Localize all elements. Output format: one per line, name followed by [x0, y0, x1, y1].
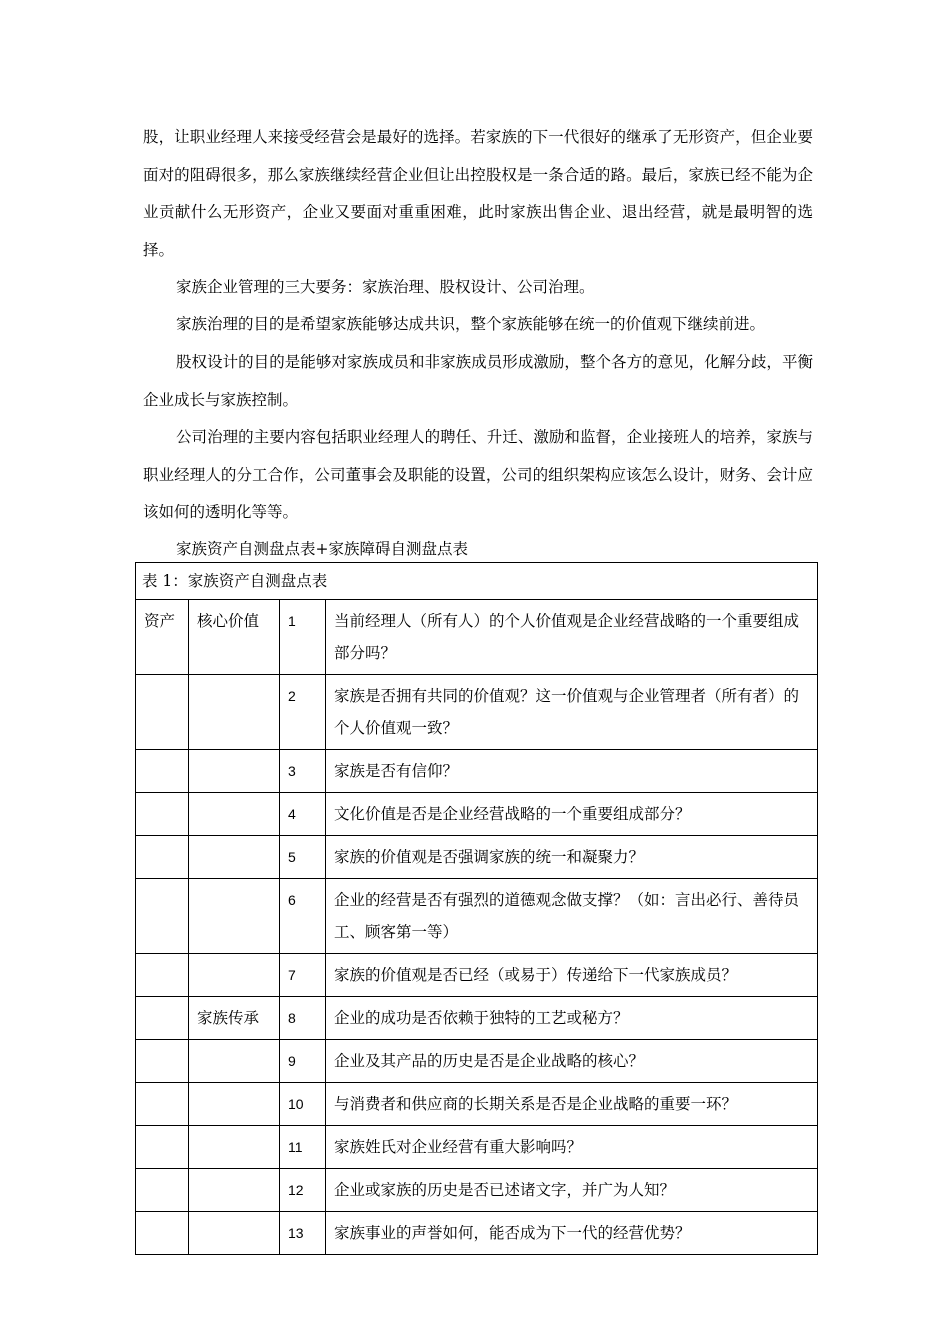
- subcategory-cell: [189, 879, 280, 954]
- question-cell: 当前经理人（所有人）的个人价值观是企业经营战略的一个重要组成部分吗？: [326, 600, 818, 675]
- table-row: [136, 600, 818, 675]
- question-number-cell: 4: [280, 793, 326, 836]
- question-cell: 家族是否有信仰？: [326, 750, 818, 793]
- question-number-cell: 1: [280, 600, 326, 675]
- subcategory-cell: 家族传承: [189, 997, 280, 1040]
- question-number-cell: 9: [280, 1040, 326, 1083]
- paragraph-three-priorities: 家族企业管理的三大要务：家族治理、股权设计、公司治理。: [176, 278, 595, 296]
- subcategory-cell: [189, 954, 280, 997]
- category-cell: [136, 1212, 189, 1255]
- question-cell: 家族姓氏对企业经营有重大影响吗？: [326, 1126, 818, 1169]
- subcategory-cell: [189, 1040, 280, 1083]
- paragraph-equity-design: 股权设计的目的是能够对家族成员和非家族成员形成激励，整个各方的意见，化解分歧，平衡企业成长与家族控制。: [143, 353, 813, 409]
- question-number-cell: 8: [280, 997, 326, 1040]
- category-cell: [136, 1083, 189, 1126]
- table-row: [136, 675, 818, 750]
- question-number-cell: 13: [280, 1212, 326, 1255]
- category-cell: 资产: [136, 600, 189, 675]
- question-cell: 家族的价值观是否强调家族的统一和凝聚力？: [326, 836, 818, 879]
- subcategory-cell: 核心价值: [189, 600, 280, 675]
- question-cell: 家族的价值观是否已经（或易于）传递给下一代家族成员？: [326, 954, 818, 997]
- subcategory-cell: [189, 1212, 280, 1255]
- table-heading: 家族资产自测盘点表+家族障碍自测盘点表: [176, 540, 468, 558]
- subcategory-cell: [189, 836, 280, 879]
- family-asset-table: [135, 562, 818, 1255]
- subcategory-cell: [189, 1169, 280, 1212]
- table-row: [136, 836, 818, 879]
- question-number-cell: 3: [280, 750, 326, 793]
- question-number-cell: 10: [280, 1083, 326, 1126]
- question-cell: 企业及其产品的历史是否是企业战略的核心？: [326, 1040, 818, 1083]
- category-cell: [136, 793, 189, 836]
- subcategory-cell: [189, 1126, 280, 1169]
- category-cell: [136, 675, 189, 750]
- category-cell: [136, 1169, 189, 1212]
- table-row: [136, 1212, 818, 1255]
- table-row: [136, 1169, 818, 1212]
- category-cell: [136, 1040, 189, 1083]
- category-cell: [136, 997, 189, 1040]
- question-number-cell: 12: [280, 1169, 326, 1212]
- question-number-cell: 11: [280, 1126, 326, 1169]
- category-cell: [136, 1126, 189, 1169]
- question-cell: 与消费者和供应商的长期关系是否是企业战略的重要一环？: [326, 1083, 818, 1126]
- question-cell: 企业的经营是否有强烈的道德观念做支撑？（如：言出必行、善待员工、顾客第一等）: [326, 879, 818, 954]
- subcategory-cell: [189, 675, 280, 750]
- subcategory-cell: [189, 793, 280, 836]
- question-cell: 文化价值是否是企业经营战略的一个重要组成部分？: [326, 793, 818, 836]
- category-cell: [136, 954, 189, 997]
- paragraph-succession-options: 股，让职业经理人来接受经营会是最好的选择。若家族的下一代很好的继承了无形资产，但企业要面对的阻碍很多，那么家族继续经营企业但让出控股权是一条合适的路。最后，家族已经不能为企业贡献什么无形资产，企业又要面对重重困难，此时家族出售企业、退出经营，就是最明智的选择。: [143, 128, 813, 259]
- table-row: [136, 879, 818, 954]
- table-row: [136, 793, 818, 836]
- paragraph-family-governance: 家族治理的目的是希望家族能够达成共识，整个家族能够在统一的价值观下继续前进。: [176, 315, 766, 333]
- table-row: [136, 997, 818, 1040]
- question-number-cell: 6: [280, 879, 326, 954]
- question-cell: 家族事业的声誉如何，能否成为下一代的经营优势？: [326, 1212, 818, 1255]
- table-caption: 表 1：家族资产自测盘点表: [136, 563, 818, 600]
- table-row: [136, 954, 818, 997]
- table-row: [136, 750, 818, 793]
- table-row: [136, 1126, 818, 1169]
- subcategory-cell: [189, 750, 280, 793]
- table-row: [136, 1083, 818, 1126]
- paragraph-corporate-governance: 公司治理的主要内容包括职业经理人的聘任、升迁、激励和监督，企业接班人的培养，家族与职业经理人的分工合作，公司董事会及职能的设置，公司的组织架构应该怎么设计，财务、会计应该如何的透明化等等。: [143, 428, 813, 521]
- category-cell: [136, 750, 189, 793]
- question-number-cell: 7: [280, 954, 326, 997]
- question-cell: 企业或家族的历史是否已述诸文字，并广为人知？: [326, 1169, 818, 1212]
- category-cell: [136, 836, 189, 879]
- question-number-cell: 2: [280, 675, 326, 750]
- table-row: [136, 1040, 818, 1083]
- question-cell: 家族是否拥有共同的价值观？这一价值观与企业管理者（所有者）的个人价值观一致？: [326, 675, 818, 750]
- question-number-cell: 5: [280, 836, 326, 879]
- subcategory-cell: [189, 1083, 280, 1126]
- question-cell: 企业的成功是否依赖于独特的工艺或秘方？: [326, 997, 818, 1040]
- category-cell: [136, 879, 189, 954]
